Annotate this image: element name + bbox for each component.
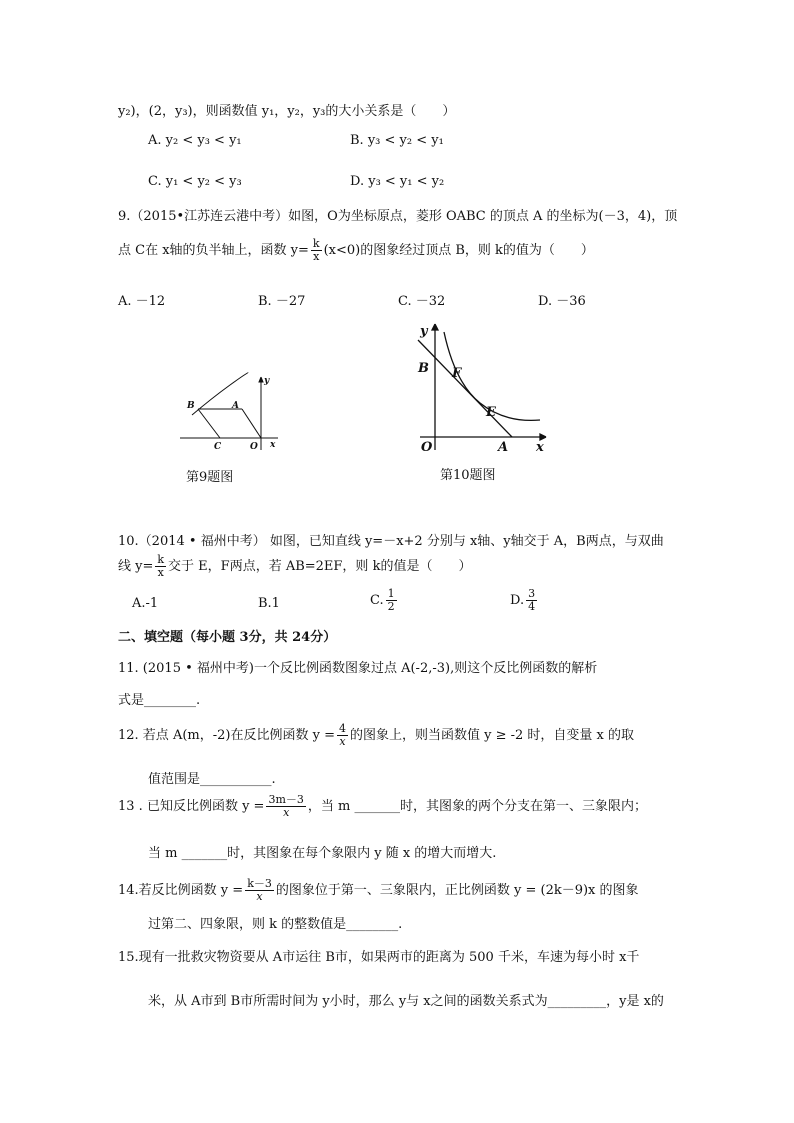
q9-option-c: C. －32 <box>398 294 446 309</box>
fig9-label-y: y <box>264 376 270 386</box>
fig9-side-bc <box>198 409 220 438</box>
fig10-label-f: F <box>452 366 462 381</box>
fig10-label-b: B <box>418 361 429 376</box>
q12-line1-a: 12. 若点 A(m，-2)在反比例函数 y = <box>118 728 335 743</box>
figure-10 <box>410 318 550 458</box>
q9-option-d: D. －36 <box>538 294 586 309</box>
q10-fraction <box>155 554 166 579</box>
fig10-label-a: A <box>498 440 509 455</box>
q9-frac-den: x <box>313 250 320 263</box>
q13-line1-b: ，当 m _______时，其图象的两个分支在第一、三象限内； <box>307 799 647 814</box>
q13-fraction <box>266 794 305 819</box>
fig10-caption: 第10题图 <box>440 468 496 483</box>
fig9-label-b: B <box>187 401 195 411</box>
q12-frac-den: x <box>339 735 346 748</box>
figure-9 <box>170 365 290 455</box>
q10-line2 <box>118 554 471 579</box>
q10-option-c-frac <box>386 588 397 613</box>
fig9-y-arrow <box>259 377 263 382</box>
q14-frac-num: k－3 <box>247 877 272 890</box>
q9-line2-a: 点 C在 x轴的负半轴上，函数 y= <box>118 243 309 258</box>
fig10-label-x: x <box>536 440 544 455</box>
fig10-label-o: O <box>421 440 433 455</box>
q9-fraction <box>311 238 322 263</box>
q10-opt-d-den: 4 <box>528 600 536 613</box>
q10-line2-b: 交于 E，F两点，若 AB=2EF，则 k的值是（ ） <box>168 559 472 574</box>
q13-frac-num: 3m－3 <box>268 793 304 806</box>
q8-option-d: D. y₃ < y₁ < y₂ <box>350 174 445 189</box>
q10-opt-c-num: 1 <box>387 587 395 600</box>
q12-line1 <box>118 723 634 748</box>
q9-option-b: B. －27 <box>258 294 306 309</box>
q10-option-a: A.-1 <box>132 596 159 611</box>
q15-line1: 15.现有一批救灾物资要从 A市运往 B市，如果两市的距离为 500 千米，车速为每小时 x千 <box>118 950 640 965</box>
q10-option-d-frac <box>526 588 537 613</box>
q10-frac-den: x <box>157 566 164 579</box>
q10-opt-c-den: 2 <box>387 600 395 613</box>
q12-line2: 值范围是___________. <box>148 772 276 787</box>
q10-option-b: B.1 <box>258 596 280 611</box>
q8-stem: y₂)，(2，y₃)，则函数值 y₁，y₂，y₃的大小关系是（ ） <box>118 104 456 119</box>
q9-frac-num: k <box>312 237 320 250</box>
q14-line1 <box>118 878 639 903</box>
q10-frac-num: k <box>157 553 165 566</box>
q13-frac-den: x <box>283 806 290 819</box>
q10-option-c-label: C. <box>370 593 384 608</box>
q8-option-a: A. y₂ < y₃ < y₁ <box>148 133 242 148</box>
q8-option-b: B. y₃ < y₂ < y₁ <box>350 133 444 148</box>
q10-line2-a: 线 y= <box>118 559 154 574</box>
fig9-side-ao <box>242 409 261 438</box>
fig9-label-c: C <box>214 442 222 452</box>
q14-line2: 过第二、四象限，则 k 的整数值是________. <box>148 917 403 932</box>
q13-line1-a: 13 . 已知反比例函数 y = <box>118 799 265 814</box>
q9-line1: 9.（2015•江苏连云港中考）如图，O为坐标原点，菱形 OABC 的顶点 A 的坐标为(－3，4)，顶 <box>118 209 678 224</box>
fig9-label-o: O <box>250 442 258 452</box>
fig10-y-arrow <box>432 324 438 330</box>
q9-line2-b: (x<0)的图象经过顶点 B，则 k的值为（ ） <box>323 243 594 258</box>
section-2-heading: 二、填空题（每小题 3分，共 24分） <box>118 630 337 645</box>
q8-option-c: C. y₁ < y₂ < y₃ <box>148 174 242 189</box>
q10-option-c <box>370 588 399 613</box>
q14-line1-b: 的图象位于第一、三象限内，正比例函数 y = (2k－9)x 的图象 <box>275 883 639 898</box>
q11-line1: 11. (2015 • 福州中考)一个反比例函数图象过点 A(-2,-3),则这个反比例函数的解析 <box>118 661 598 676</box>
fig9-caption: 第9题图 <box>186 470 234 485</box>
q14-frac-den: x <box>256 890 263 903</box>
q10-opt-d-num: 3 <box>528 587 536 600</box>
q10-line1: 10.（2014 • 福州中考） 如图，已知直线 y=－x+2 分别与 x轴、y轴交于 A，B两点，与双曲 <box>118 534 664 549</box>
q10-option-d-label: D. <box>510 593 525 608</box>
q10-option-d <box>510 588 539 613</box>
q9-option-a: A. －12 <box>118 294 166 309</box>
q15-line2: 米，从 A市到 B市所需时间为 y小时，那么 y与 x之间的函数关系式为_________，y是 x的 <box>148 994 664 1009</box>
q12-fraction <box>337 723 348 748</box>
q9-line2 <box>118 238 594 263</box>
fig10-line <box>418 340 512 437</box>
fig10-label-y: y <box>420 324 428 339</box>
fig9-label-a: A <box>232 401 239 411</box>
q13-line2: 当 m _______时，其图象在每个象限内 y 随 x 的增大而增大. <box>148 846 497 861</box>
q12-frac-num: 4 <box>338 722 346 735</box>
q12-line1-b: 的图象上，则当函数值 y ≥ -2 时，自变量 x 的取 <box>349 728 634 743</box>
q13-line1 <box>118 794 647 819</box>
q11-line2: 式是________. <box>118 693 201 708</box>
fig9-label-x: x <box>270 440 276 450</box>
q14-line1-a: 14.若反比例函数 y = <box>118 883 244 898</box>
q14-fraction <box>245 878 274 903</box>
fig10-label-e: E <box>486 405 496 420</box>
